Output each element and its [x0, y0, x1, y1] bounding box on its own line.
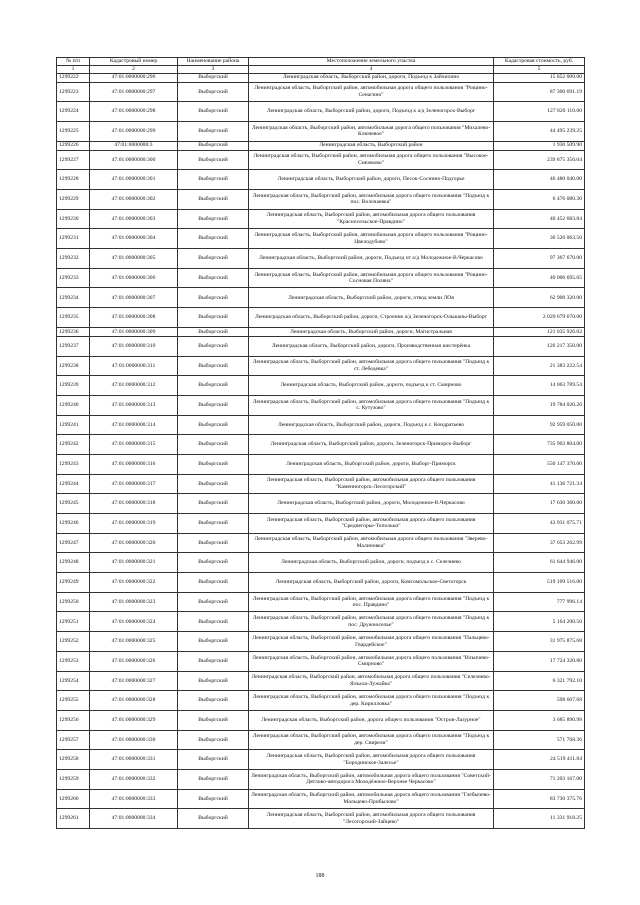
district-name: Выборгский: [178, 229, 249, 249]
location: Ленинградская область, Выборгский район, автомобильная дорога общего пользования "Рощино-Сенагино": [249, 82, 494, 102]
cadastral-value: 62 908 320.00: [494, 288, 585, 308]
table-row: [57, 514, 585, 534]
location: Ленинградская область, Выборгский район, дороги, подъезд к с. Селезнево: [249, 553, 494, 573]
cadastral-number: 47:01:0000000:332: [90, 769, 178, 789]
cadastral-value: 71 203 167.00: [494, 769, 585, 789]
cadastral-number: 47:01:0000000:315: [90, 435, 178, 455]
cadastral-number: 47:01:0000000:311: [90, 356, 178, 376]
district-name: Выборгский: [178, 209, 249, 229]
location: Ленинградская область, Выборгский район, автомобильная дорога общего пользования "Советский-Дятлово-автодорога Молодёжное-Верхнее Черкасово": [249, 769, 494, 789]
location: Ленинградская область, Выборгский район, дороги, Производственная шестерёнка: [249, 336, 494, 356]
district-name: Выборгский: [178, 769, 249, 789]
cadastral-value-table: [56, 57, 585, 829]
location: Ленинградская область, Выборгский район, автомобильная дорога общего пользования "Подъезд к пос. Правдино": [249, 592, 494, 612]
cadastral-number: 47:01:0000000:317: [90, 474, 178, 494]
cadastral-number: 47:01:0000000:327: [90, 671, 178, 691]
header-row: [57, 58, 585, 66]
district-name: Выборгский: [178, 809, 249, 829]
cadastral-value: 61 644 946.00: [494, 553, 585, 573]
district-name: Выборгский: [178, 730, 249, 750]
cadastral-number: 47:01:0000000:3: [90, 141, 178, 150]
district-name: Выборгский: [178, 376, 249, 396]
table-row: [57, 121, 585, 141]
cadastral-number: 47:01:0000000:333: [90, 789, 178, 809]
table-row: [57, 102, 585, 122]
column-number-row: [57, 66, 585, 74]
column-number: 5: [494, 66, 585, 74]
cadastral-value: 3 685 890.98: [494, 710, 585, 730]
table-row: [57, 671, 585, 691]
table-row: [57, 415, 585, 435]
row-number: 1299256: [57, 710, 90, 730]
cadastral-value: 17 724 320.80: [494, 651, 585, 671]
table-row: [57, 454, 585, 474]
cadastral-value: 11 331 918.25: [494, 809, 585, 829]
row-number: 1299255: [57, 691, 90, 711]
row-number: 1299228: [57, 170, 90, 190]
location: Ленинградская область, Выборгский район, автомобильная дорога общего пользования "Селезнево-Ялкала-Лужайка": [249, 671, 494, 691]
cadastral-number: 47:01:0000000:308: [90, 308, 178, 328]
table-row: [57, 691, 585, 711]
table-row: [57, 553, 585, 573]
row-number: 1299247: [57, 533, 90, 553]
location: Ленинградская область, Выборгский район, автомобильная дорога общего пользования "Глебычево-Мальцево-Прибылово": [249, 789, 494, 809]
cadastral-value: 127 820 110.00: [494, 102, 585, 122]
row-number: 1299241: [57, 415, 90, 435]
table-row: [57, 327, 585, 336]
row-number: 1299238: [57, 356, 90, 376]
location: Ленинградская область, Выборгский район, дороги, Подъезд к с. Кондратьево: [249, 415, 494, 435]
table-row: [57, 150, 585, 170]
row-number: 1299252: [57, 632, 90, 652]
location: Ленинградская область, Выборгский район, автомобильная дорога общего пользования "Красносельское-Правдино": [249, 209, 494, 229]
district-name: Выборгский: [178, 308, 249, 328]
cadastral-number: 47:01:0000000:306: [90, 268, 178, 288]
cadastral-number: 47:01:0000000:318: [90, 494, 178, 514]
location: Ленинградская область, Выборгский район, автомобильная дорога общего пользования "Подъезд к дер. Свирели": [249, 730, 494, 750]
location: Ленинградская область, Выборгский район, автомобильная дорога общего пользования "Ильичево-Смирново": [249, 651, 494, 671]
row-number: 1299236: [57, 327, 90, 336]
row-number: 1299245: [57, 494, 90, 514]
cadastral-number: 47:01:0000000:301: [90, 170, 178, 190]
cadastral-number: 47:01:0000000:328: [90, 691, 178, 711]
table-row: [57, 494, 585, 514]
district-name: Выборгский: [178, 356, 249, 376]
row-number: 1299226: [57, 141, 90, 150]
district-name: Выборгский: [178, 612, 249, 632]
table-row: [57, 789, 585, 809]
district-name: Выборгский: [178, 141, 249, 150]
location: Ленинградская область, Выборгский район, дороги, Подъезд к Зайчихино: [249, 73, 494, 82]
location: Ленинградская область, Выборгский район, дороги, Песок-Соснино-Подгорье: [249, 170, 494, 190]
cadastral-number: 47:01:0000000:322: [90, 573, 178, 593]
location: Ленинградская область, Выборгский район, автомобильная дорога общего пользования "Подъезд к с. Кутузово": [249, 395, 494, 415]
location: Ленинградская область, Выборгский район, автомобильная дорога общего пользования "Каменногорск-Лесогорский": [249, 474, 494, 494]
header-num: № п/п: [57, 58, 90, 66]
district-name: Выборгский: [178, 150, 249, 170]
cadastral-value: 2 020 679 670.00: [494, 308, 585, 328]
district-name: Выборгский: [178, 789, 249, 809]
cadastral-value: 92 959 050.00: [494, 415, 585, 435]
cadastral-number: 47:01:0000000:331: [90, 750, 178, 770]
table-row: [57, 249, 585, 269]
row-number: 1299246: [57, 514, 90, 534]
cadastral-number: 47:01:0000000:312: [90, 376, 178, 396]
cadastral-number: 47:01:0000000:300: [90, 150, 178, 170]
column-number: 3: [178, 66, 249, 74]
row-number: 1299243: [57, 454, 90, 474]
row-number: 1299242: [57, 435, 90, 455]
cadastral-value: 46 480 040.00: [494, 170, 585, 190]
row-number: 1299223: [57, 82, 90, 102]
district-name: Выборгский: [178, 710, 249, 730]
row-number: 1299224: [57, 102, 90, 122]
table-row: [57, 356, 585, 376]
page-number: 188: [315, 873, 325, 879]
table-row: [57, 573, 585, 593]
table-row: [57, 612, 585, 632]
district-name: Выборгский: [178, 415, 249, 435]
row-number: 1299233: [57, 268, 90, 288]
cadastral-value: 44 495 239.25: [494, 121, 585, 141]
location: Ленинградская область, Выборгский район, дороги, Строение а/д Зеленогорск-Ольшаны-Выборг: [249, 308, 494, 328]
row-number: 1299232: [57, 249, 90, 269]
column-number: 1: [57, 66, 90, 74]
header-cadastral-value: Кадастровая стоимость, руб.: [494, 58, 585, 66]
cadastral-value: 14 063 789.54: [494, 376, 585, 396]
district-name: Выборгский: [178, 573, 249, 593]
cadastral-number: 47:01:0000000:329: [90, 710, 178, 730]
cadastral-number: 47:01:0000000:334: [90, 809, 178, 829]
cadastral-number: 47:01:0000000:326: [90, 651, 178, 671]
row-number: 1299230: [57, 209, 90, 229]
cadastral-value: 19 784 020.26: [494, 395, 585, 415]
location: Ленинградская область, Выборгский район, дороги, Комсомольское-Светогорск: [249, 573, 494, 593]
cadastral-value: 40 452 683.84: [494, 209, 585, 229]
table-row: [57, 750, 585, 770]
district-name: Выборгский: [178, 327, 249, 336]
table-row: [57, 809, 585, 829]
table-row: [57, 268, 585, 288]
location: Ленинградская область, Выборгский район, автомобильная дорога общего пользования "Михалево-Ключевое": [249, 121, 494, 141]
cadastral-value: 6 321 792.10: [494, 671, 585, 691]
row-number: 1299222: [57, 73, 90, 82]
row-number: 1299227: [57, 150, 90, 170]
district-name: Выборгский: [178, 632, 249, 652]
row-number: 1299248: [57, 553, 90, 573]
location: Ленинградская область, Выборгский район, автомобильная дорога общего пользования "Лесогорский-Зайцево": [249, 809, 494, 829]
location: Ленинградская область, Выборгский район, автомобильная дорога общего пользования "Высокое-Снежково": [249, 150, 494, 170]
cadastral-value: 36 526 063.50: [494, 229, 585, 249]
row-number: 1299261: [57, 809, 90, 829]
header-cadastral-number: Кадастровый номер: [90, 58, 178, 66]
row-number: 1299254: [57, 671, 90, 691]
location: Ленинградская область, Выборгский район, автомобильная дорога общего пользования "Бородинское-Залесье": [249, 750, 494, 770]
cadastral-value: 31 975 875.68: [494, 632, 585, 652]
location: Ленинградская область, Выборгский район, автомобильная дорога общего пользования "Среднегорье-Топольки": [249, 514, 494, 534]
location: Ленинградская область, Выборгский район, автомобильная дорога общего пользования "Пальцево-Гвардейское": [249, 632, 494, 652]
district-name: Выборгский: [178, 73, 249, 82]
cadastral-value: 126 217 350.00: [494, 336, 585, 356]
table-row: [57, 533, 585, 553]
district-name: Выборгский: [178, 121, 249, 141]
location: Ленинградская область, Выборгский район, дороги, Подъезд к а/д Зеленогорск-Выборг: [249, 102, 494, 122]
location: Ленинградская область, Выборгский район: [249, 141, 494, 150]
cadastral-value: 15 852 000.00: [494, 73, 585, 82]
district-name: Выборгский: [178, 190, 249, 210]
table-row: [57, 190, 585, 210]
row-number: 1299258: [57, 750, 90, 770]
location: Ленинградская область, Выборгский район, дороги, подъезд к ст. Смирново: [249, 376, 494, 396]
row-number: 1299250: [57, 592, 90, 612]
cadastral-number: 47:01:0000000:303: [90, 209, 178, 229]
location: Ленинградская область, Выборгский район, автомобильная дорога общего пользования "Подъезд к ст. Лебедевка": [249, 356, 494, 376]
row-number: 1299240: [57, 395, 90, 415]
cadastral-number: 47:01:0000000:302: [90, 190, 178, 210]
row-number: 1299231: [57, 229, 90, 249]
district-name: Выборгский: [178, 494, 249, 514]
row-number: 1299253: [57, 651, 90, 671]
row-number: 1299237: [57, 336, 90, 356]
district-name: Выборгский: [178, 454, 249, 474]
cadastral-value: 571 768.36: [494, 730, 585, 750]
cadastral-number: 47:01:0000000:313: [90, 395, 178, 415]
cadastral-value: 97 367 670.00: [494, 249, 585, 269]
cadastral-number: 47:01:0000000:316: [90, 454, 178, 474]
table-row: [57, 592, 585, 612]
cadastral-value: 777 996.14: [494, 592, 585, 612]
row-number: 1299257: [57, 730, 90, 750]
district-name: Выборгский: [178, 671, 249, 691]
table-row: [57, 229, 585, 249]
table-row: [57, 435, 585, 455]
cadastral-number: 47:01:0000000:321: [90, 553, 178, 573]
cadastral-number: 47:01:0000000:297: [90, 82, 178, 102]
header-location: Местоположение земельного участка: [249, 58, 494, 66]
district-name: Выборгский: [178, 268, 249, 288]
location: Ленинградская область, Выборгский район, автомобильная дорога общего пользования "Подъезд к дер. Кирилловка": [249, 691, 494, 711]
location: Ленинградская область, Выборгский район, автомобильная дорога общего пользования "Подъезд к пос. Волочаевка": [249, 190, 494, 210]
table-row: [57, 730, 585, 750]
cadastral-value: 550 147 370.00: [494, 454, 585, 474]
location: Ленинградская область, Выборгский район, дорога общего пользования "Остров-Лазурное": [249, 710, 494, 730]
table-body: [57, 73, 585, 828]
cadastral-number: 47:01:0000000:320: [90, 533, 178, 553]
table-row: [57, 769, 585, 789]
cadastral-value: 43 931 075.71: [494, 514, 585, 534]
location: Ленинградская область, Выборгский район, автомобильная дорога общего пользования "Подъезд к пос. Дружноселье": [249, 612, 494, 632]
cadastral-number: 47:01:0000000:325: [90, 632, 178, 652]
location: Ленинградская область, Выборгский район, дороги, Молодежное-В.Черкасово: [249, 494, 494, 514]
column-number: 4: [249, 66, 494, 74]
table-row: [57, 632, 585, 652]
cadastral-number: 47:01:0000000:330: [90, 730, 178, 750]
district-name: Выборгский: [178, 553, 249, 573]
table-row: [57, 82, 585, 102]
location: Ленинградская область, Выборгский район, автомобильная дорога общего пользования "Рощино-Сосновая Поляна": [249, 268, 494, 288]
cadastral-value: 121 035 926.02: [494, 327, 585, 336]
location: Ленинградская область, Выборгский район, дороги, Магистральная: [249, 327, 494, 336]
table-row: [57, 474, 585, 494]
district-name: Выборгский: [178, 750, 249, 770]
location: Ленинградская область, Выборгский район, дороги, отвод земли ЛОя: [249, 288, 494, 308]
cadastral-value: 735 903 804.00: [494, 435, 585, 455]
cadastral-number: 47:01:0000000:324: [90, 612, 178, 632]
cadastral-number: 47:01:0000000:296: [90, 73, 178, 82]
row-number: 1299249: [57, 573, 90, 593]
cadastral-value: 239 875 356.04: [494, 150, 585, 170]
cadastral-number: 47:01:0000000:298: [90, 102, 178, 122]
cadastral-number: 47:01:0000000:299: [90, 121, 178, 141]
cadastral-number: 47:01:0000000:314: [90, 415, 178, 435]
cadastral-value: 6 476 080.30: [494, 190, 585, 210]
district-name: Выборгский: [178, 102, 249, 122]
district-name: Выборгский: [178, 514, 249, 534]
table-row: [57, 73, 585, 82]
cadastral-value: 87 300 691.19: [494, 82, 585, 102]
row-number: 1299235: [57, 308, 90, 328]
table-row: [57, 336, 585, 356]
table-row: [57, 308, 585, 328]
cadastral-value: 37 653 262.99: [494, 533, 585, 553]
table-row: [57, 209, 585, 229]
cadastral-value: 40 006 695.65: [494, 268, 585, 288]
cadastral-value: 519 109 516.00: [494, 573, 585, 593]
district-name: Выборгский: [178, 249, 249, 269]
location: Ленинградская область, Выборгский район, дороги, Подъезд от а/д Молодежное-В.Черкасово: [249, 249, 494, 269]
district-name: Выборгский: [178, 336, 249, 356]
cadastral-number: 47:01:0000000:319: [90, 514, 178, 534]
location: Ленинградская область, Выборгский район, автомобильная дорога общего пользования "Зверево-Малиновка": [249, 533, 494, 553]
header-district: Наименование района: [178, 58, 249, 66]
cadastral-value: 598 607.68: [494, 691, 585, 711]
cadastral-number: 47:01:0000000:309: [90, 327, 178, 336]
table-row: [57, 141, 585, 150]
district-name: Выборгский: [178, 691, 249, 711]
row-number: 1299259: [57, 769, 90, 789]
district-name: Выборгский: [178, 288, 249, 308]
row-number: 1299234: [57, 288, 90, 308]
cadastral-number: 47:01:0000000:310: [90, 336, 178, 356]
location: Ленинградская область, Выборгский район, автомобильная дорога общего пользования "Рощино-Цвелодубово": [249, 229, 494, 249]
district-name: Выборгский: [178, 82, 249, 102]
cadastral-value: 5 164 200.50: [494, 612, 585, 632]
cadastral-number: 47:01:0000000:304: [90, 229, 178, 249]
location: Ленинградская область, Выборгский район, дороги, Выборг-Приморск: [249, 454, 494, 474]
cadastral-value: 41 136 721.34: [494, 474, 585, 494]
table-row: [57, 376, 585, 396]
cadastral-value: 83 730 375.76: [494, 789, 585, 809]
cadastral-value: 17 630 360.00: [494, 494, 585, 514]
row-number: 1299229: [57, 190, 90, 210]
district-name: Выборгский: [178, 395, 249, 415]
row-number: 1299244: [57, 474, 90, 494]
row-number: 1299239: [57, 376, 90, 396]
district-name: Выборгский: [178, 651, 249, 671]
row-number: 1299260: [57, 789, 90, 809]
table-row: [57, 395, 585, 415]
cadastral-number: 47:01:0000000:323: [90, 592, 178, 612]
district-name: Выборгский: [178, 474, 249, 494]
district-name: Выборгский: [178, 533, 249, 553]
district-name: Выборгский: [178, 592, 249, 612]
column-number: 2: [90, 66, 178, 74]
district-name: Выборгский: [178, 435, 249, 455]
cadastral-value: 21 383 222.54: [494, 356, 585, 376]
cadastral-number: 47:01:0000000:307: [90, 288, 178, 308]
location: Ленинградская область, Выборгский район, дороги, Зеленогорск-Приморск-Выборг: [249, 435, 494, 455]
row-number: 1299225: [57, 121, 90, 141]
district-name: Выборгский: [178, 170, 249, 190]
table-row: [57, 288, 585, 308]
table-row: [57, 170, 585, 190]
row-number: 1299251: [57, 612, 90, 632]
table-row: [57, 651, 585, 671]
table-row: [57, 710, 585, 730]
cadastral-value: 1 930 509.90: [494, 141, 585, 150]
cadastral-value: 24 519 411.84: [494, 750, 585, 770]
cadastral-number: 47:01:0000000:305: [90, 249, 178, 269]
